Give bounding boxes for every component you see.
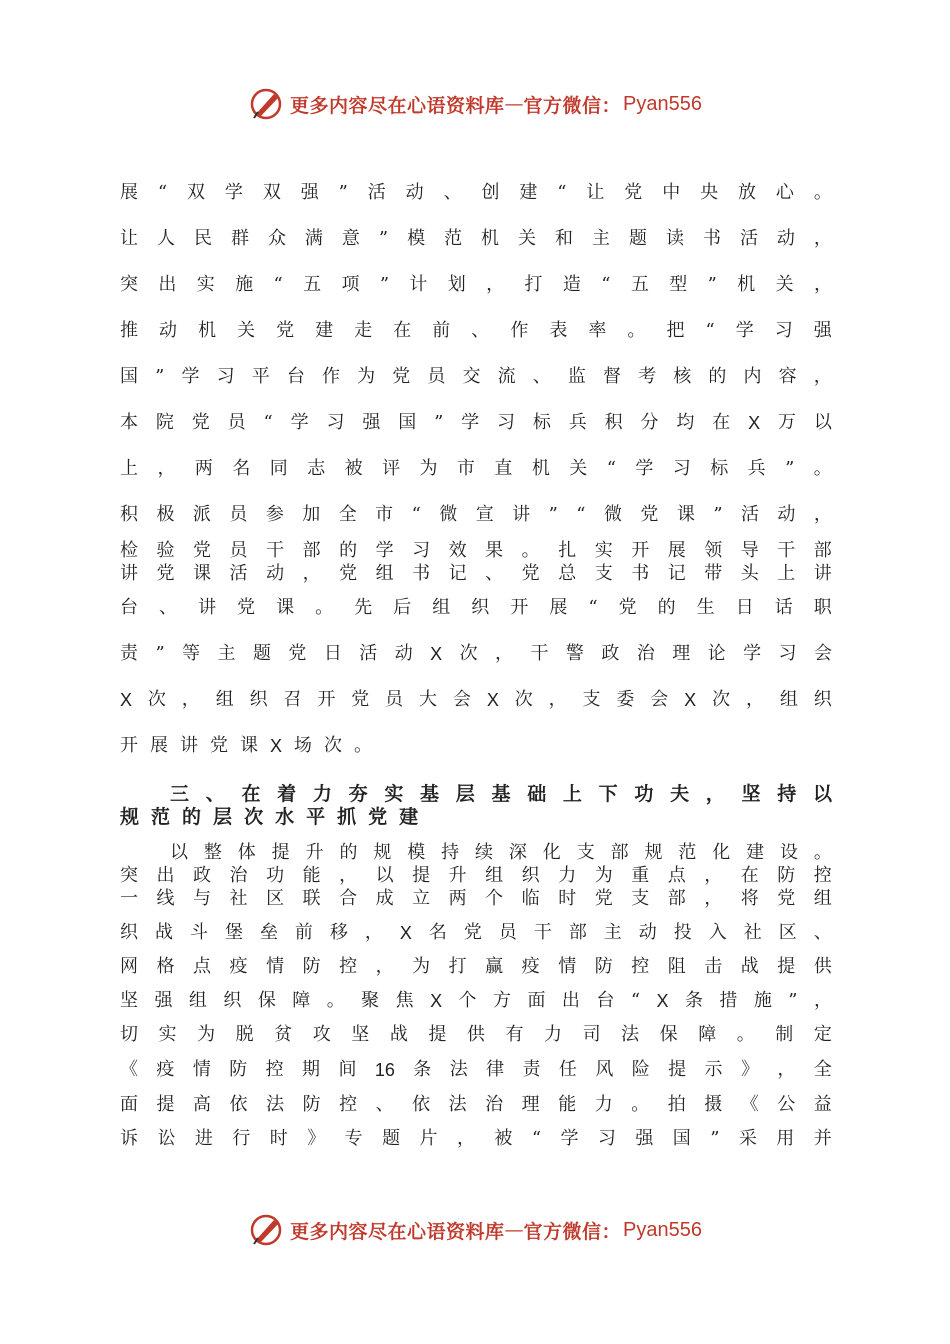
paragraph-line: 一 线 与 社 区 联 合 成 立 两 个 临 时 党 支 部 ， 将 党 组	[120, 888, 832, 909]
watermark-label: 官方微信：	[523, 1220, 622, 1243]
paragraph-line: 推 动 机 关 党 建 走 在 前 、 作 表 率 。 把 “ 学 习 强	[120, 320, 832, 341]
paragraph-line: 突 出 实 施 “ 五 项 ” 计 划 ， 打 造 “ 五 型 ” 机 关 ，	[120, 274, 832, 295]
paragraph-line: 织 战 斗 堡 垒 前 移 ， X 名 党 员 干 部 主 动 投 入 社 区 、	[120, 922, 832, 943]
paragraph-line: 国 ” 学 习 平 台 作 为 党 员 交 流 、 监 督 考 核 的 内 容 ，	[120, 366, 832, 387]
watermark-text: 更多内容尽在心语资料库	[290, 94, 505, 117]
paragraph-line: 开 展 讲 党 课 X 场 次 。	[120, 735, 373, 756]
paragraph-line: 网 格 点 疫 情 防 控 ， 为 打 赢 疫 情 防 控 阻 击 战 提 供	[120, 956, 832, 977]
watermark-separator: —	[504, 1219, 524, 1241]
pen-logo-icon	[248, 86, 284, 122]
paragraph-line: 上 ， 两 名 同 志 被 评 为 市 直 机 关 “ 学 习 标 兵 ” 。	[120, 458, 832, 479]
watermark-id: Pyan556	[623, 1218, 702, 1241]
paragraph-line: 诉 讼 进 行 时 》 专 题 片 ， 被 “ 学 习 强 国 ” 采 用 并	[120, 1128, 832, 1149]
pen-logo-icon	[248, 1212, 284, 1248]
paragraph-line: 积 极 派 员 参 加 全 市 “ 微 宣 讲 ” “ 微 党 课 ” 活 动 ，	[120, 504, 832, 525]
watermark-text: 更多内容尽在心语资料库	[290, 1220, 505, 1243]
paragraph-line: X 次 ， 组 织 召 开 党 员 大 会 X 次 ， 支 委 会 X 次 ， 组 织	[120, 689, 832, 710]
paragraph-line: 让 人 民 群 众 满 意 ” 模 范 机 关 和 主 题 读 书 活 动 ，	[120, 228, 832, 249]
paragraph-line: 以 整 体 提 升 的 规 模 持 续 深 化 支 部 规 范 化 建 设 。	[170, 842, 832, 863]
paragraph-line: 讲 党 课 活 动 ， 党 组 书 记 、 党 总 支 书 记 带 头 上 讲	[120, 563, 832, 584]
paragraph-line: 责 ” 等 主 题 党 日 活 动 X 次 ， 干 警 政 治 理 论 学 习 会	[120, 643, 832, 664]
paragraph-line: 台 、 讲 党 课 。 先 后 组 织 开 展 “ 党 的 生 日 话 职	[120, 597, 832, 618]
paragraph-line: 本 院 党 员 “ 学 习 强 国 ” 学 习 标 兵 积 分 均 在 X 万 以	[120, 412, 832, 433]
paragraph-line: 《 疫 情 防 控 期 间 16 条 法 律 责 任 风 险 提 示 》 ， 全	[120, 1059, 832, 1080]
watermark-label: 官方微信：	[523, 94, 622, 117]
paragraph-line: 检 验 党 员 干 部 的 学 习 效 果 。 扎 实 开 展 领 导 干 部	[120, 540, 832, 561]
paragraph-line: 切 实 为 脱 贫 攻 坚 战 提 供 有 力 司 法 保 障 。 制 定	[120, 1024, 832, 1045]
paragraph-line: 展 “ 双 学 双 强 ” 活 动 、 创 建 “ 让 党 中 央 放 心 。	[120, 182, 832, 203]
footer-watermark	[0, 1210, 950, 1250]
header-watermark	[0, 84, 950, 124]
paragraph-line: 坚 强 组 织 保 障 。 聚 焦 X 个 方 面 出 台 “ X 条 措 施 ” ，	[120, 990, 832, 1011]
paragraph-line: 突 出 政 治 功 能 ， 以 提 升 组 织 力 为 重 点 ， 在 防 控	[120, 865, 832, 886]
section-heading-line: 规 范 的 层 次 水 平 抓 党 建	[120, 806, 419, 828]
paragraph-line: 面 提 高 依 法 防 控 、 依 法 治 理 能 力 。 拍 摄 《 公 益	[120, 1094, 832, 1115]
section-heading-line: 三 、 在 着 力 夯 实 基 层 基 础 上 下 功 夫 ， 坚 持 以	[170, 783, 832, 805]
watermark-id: Pyan556	[623, 92, 702, 115]
watermark-separator: —	[504, 93, 524, 115]
